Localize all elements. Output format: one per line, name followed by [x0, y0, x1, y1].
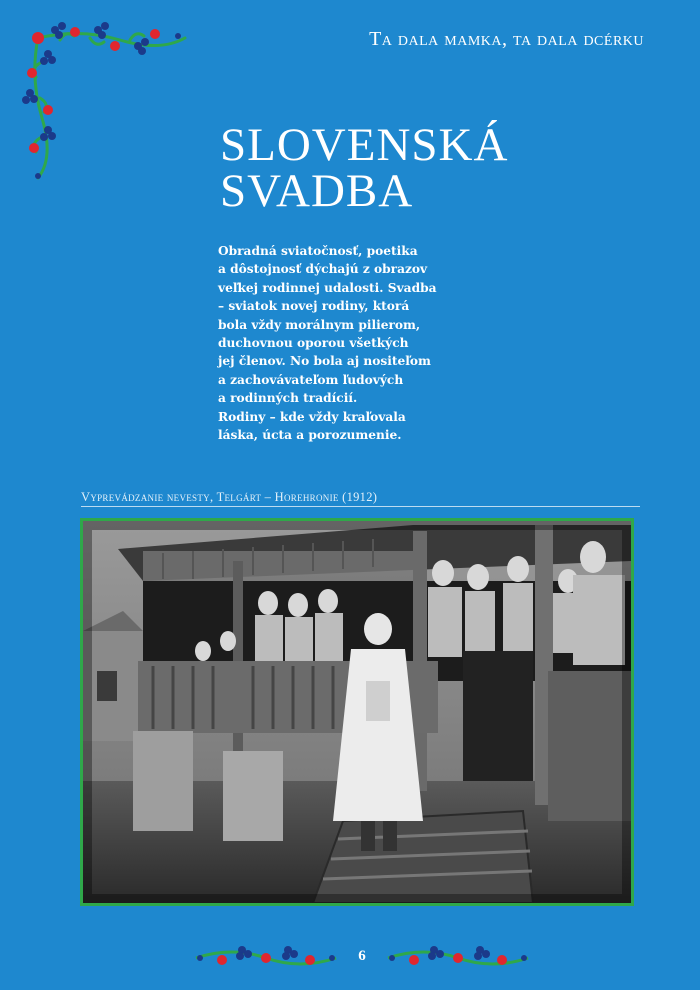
intro-line: a zachovávateľom ľudových [218, 372, 404, 387]
intro-line: bola vždy morálnym pilierom, [218, 317, 421, 332]
intro-line: veľkej rodinnej udalosti. Svadba [218, 280, 437, 295]
footer-ornament-left [192, 940, 340, 976]
intro-line: duchovnou oporou všetkých [218, 336, 409, 351]
page-number: 6 [358, 948, 366, 964]
intro-line: jej členov. No bola aj nositeľom [218, 354, 431, 369]
intro-line: – sviatok novej rodiny, ktorá [218, 299, 410, 314]
intro-line: a dôstojnosť dýchajú z obrazov [218, 262, 428, 277]
historical-photo [80, 518, 634, 906]
running-header: Ta dala mamka, ta dala dcérku [369, 28, 644, 50]
intro-line: láska, úcta a porozumenie. [218, 428, 402, 443]
caption-divider [81, 506, 640, 507]
footer-ornament-right [384, 940, 532, 976]
title-line: SLOVENSKÁ [220, 119, 509, 171]
page-footer [0, 940, 700, 976]
intro-line: Rodiny – kde vždy kraľovala [218, 409, 406, 424]
page-title [220, 119, 509, 217]
title-line: SVADBA [220, 165, 414, 217]
intro-paragraph [218, 242, 458, 444]
intro-line: Obradná sviatočnosť, poetika [218, 244, 418, 258]
photo-illustration [83, 521, 631, 903]
corner-floral-ornament [20, 18, 190, 188]
intro-line: a rodinných tradícií. [218, 391, 358, 406]
photo-caption: Vyprevádzanie nevesty, Telgárt – Horehronie (1912) [81, 490, 378, 504]
